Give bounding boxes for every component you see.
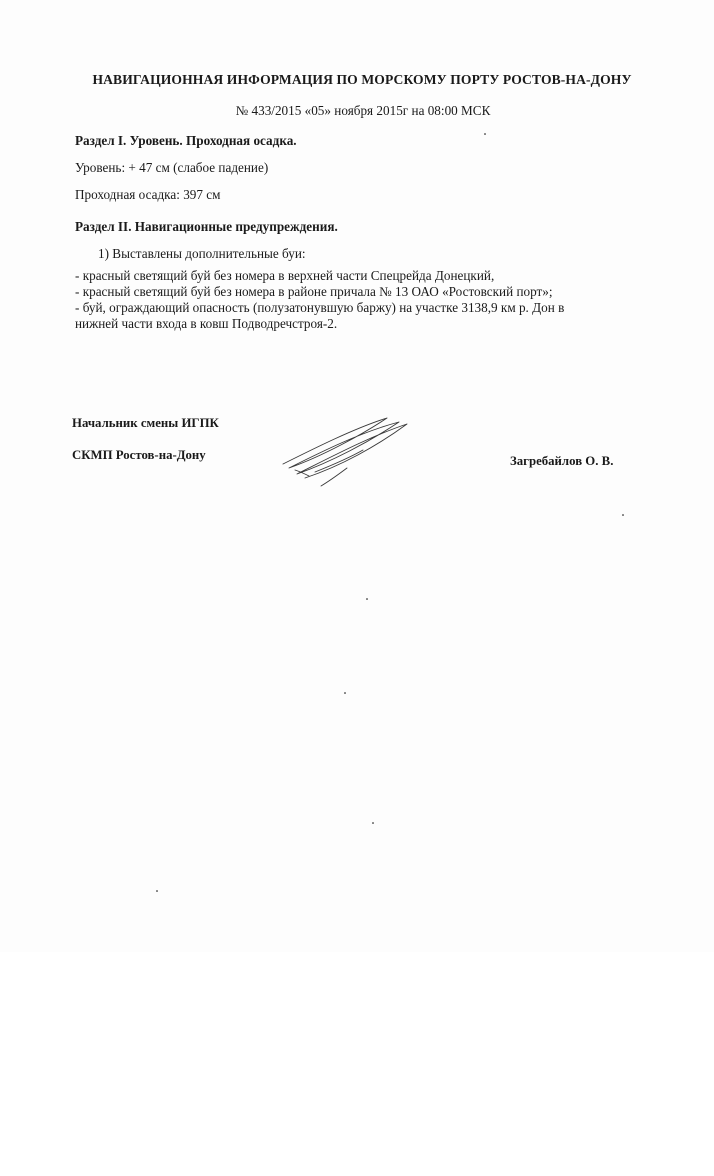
- handwritten-signature: [275, 412, 415, 492]
- document-subtitle: № 433/2015 «05» ноября 2015г на 08:00 МСК: [235, 103, 491, 118]
- section-2-heading: Раздел II. Навигационные предупреждения.: [75, 219, 338, 234]
- signatory-post-line-2: СКМП Ростов-на-Дону: [72, 448, 206, 462]
- buoy-bullet-2: - красный светящий буй без номера в районе причала № 13 ОАО «Ростовский порт»;: [75, 284, 553, 299]
- scan-speck: [366, 598, 368, 600]
- warning-item-1: 1) Выставлены дополнительные буи:: [98, 246, 306, 261]
- scan-speck: [344, 692, 346, 694]
- buoy-bullet-3: - буй, ограждающий опасность (полузатонувшую баржу) на участке 3138,9 км р. Дон в: [75, 300, 565, 315]
- water-level-line: Уровень: + 47 см (слабое падение): [75, 160, 269, 175]
- document-title: НАВИГАЦИОННАЯ ИНФОРМАЦИЯ ПО МОРСКОМУ ПОРТУ РОСТОВ-НА-ДОНУ: [92, 72, 632, 87]
- signatory-name: Загребайлов О. В.: [510, 454, 614, 468]
- draft-line: Проходная осадка: 397 см: [75, 187, 221, 202]
- section-1-heading: Раздел I. Уровень. Проходная осадка.: [75, 133, 297, 148]
- buoy-bullet-3-continuation: нижней части входа в ковш Подводречстроя-2.: [75, 316, 338, 331]
- signatory-post-line-1: Начальник смены ИГПК: [72, 416, 219, 430]
- scan-speck: [372, 822, 374, 824]
- scan-speck: [484, 133, 486, 135]
- buoy-bullet-1: - красный светящий буй без номера в верхней части Спецрейда Донецкий,: [75, 268, 495, 283]
- scan-speck: [156, 890, 158, 892]
- scan-speck: [622, 514, 624, 516]
- blank-margin: [0, 952, 714, 1176]
